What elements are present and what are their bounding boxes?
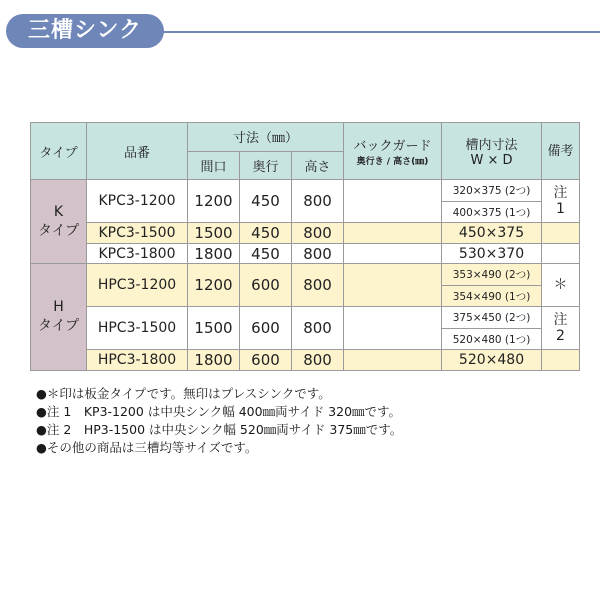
backguard-cell xyxy=(344,350,442,371)
height-cell: 800 xyxy=(292,180,344,223)
depth-cell: 600 xyxy=(240,264,292,307)
backguard-cell xyxy=(344,307,442,350)
inner-dims-cell: 353×490 (2つ) xyxy=(442,264,542,286)
remark-cell xyxy=(542,350,580,371)
width-cell: 1200 xyxy=(188,264,240,307)
backguard-cell xyxy=(344,243,442,263)
height-cell: 800 xyxy=(292,223,344,243)
remark-cell: 注 2 xyxy=(542,307,580,350)
width-cell: 1800 xyxy=(188,350,240,371)
footnote: ●注 1 KP3-1200 は中央シンク幅 400㎜両サイド 320㎜です。 xyxy=(36,404,402,419)
page-title: 三槽シンク xyxy=(6,14,164,48)
width-cell: 1800 xyxy=(188,243,240,263)
depth-cell: 450 xyxy=(240,243,292,263)
height-cell: 800 xyxy=(292,243,344,263)
header-model: 品番 xyxy=(87,123,188,180)
header-backguard-label: バックガード xyxy=(353,139,432,155)
inner-dims-cell: 520×480 (1つ) xyxy=(442,328,542,350)
backguard-cell xyxy=(344,180,442,223)
header-dimensions: 寸法（㎜） xyxy=(188,123,344,152)
spec-table xyxy=(30,122,580,371)
model-cell: HPC3-1200 xyxy=(87,264,188,307)
inner-dims-cell: 400×375 (1つ) xyxy=(442,201,542,223)
header-inner-dims-sub: W × D xyxy=(470,153,513,169)
inner-dims-cell: 530×370 xyxy=(442,243,542,263)
inner-dims-cell: 520×480 xyxy=(442,350,542,371)
inner-dims-cell: 354×490 (1つ) xyxy=(442,285,542,307)
header-depth: 奥行 xyxy=(240,151,292,180)
model-cell: KPC3-1800 xyxy=(87,243,188,263)
width-cell: 1500 xyxy=(188,307,240,350)
inner-dims-cell: 320×375 (2つ) xyxy=(442,180,542,202)
backguard-cell xyxy=(344,264,442,307)
remark-cell: 注 1 xyxy=(542,180,580,223)
header-height: 高さ xyxy=(292,151,344,180)
height-cell: 800 xyxy=(292,264,344,307)
footnotes xyxy=(36,385,402,457)
type-h-label: H タイプ xyxy=(31,264,87,371)
inner-dims-cell: 450×375 xyxy=(442,223,542,243)
depth-cell: 450 xyxy=(240,180,292,223)
footnote: ●＊印は板金タイプです。無印はプレスシンクです。 xyxy=(36,386,331,401)
header-inner-dims xyxy=(442,123,542,180)
header-remarks: 備考 xyxy=(542,123,580,180)
header-type: タイプ xyxy=(31,123,87,180)
title-divider xyxy=(160,31,600,33)
remark-cell xyxy=(542,223,580,243)
footnote: ●注 2 HP3-1500 は中央シンク幅 520㎜両サイド 375㎜です。 xyxy=(36,422,403,437)
header-width: 間口 xyxy=(188,151,240,180)
depth-cell: 600 xyxy=(240,307,292,350)
depth-cell: 450 xyxy=(240,223,292,243)
footnote: ●その他の商品は三槽均等サイズです。 xyxy=(36,440,258,455)
height-cell: 800 xyxy=(292,307,344,350)
type-k-label: K タイプ xyxy=(31,180,87,264)
width-cell: 1200 xyxy=(188,180,240,223)
model-cell: HPC3-1800 xyxy=(87,350,188,371)
remark-cell xyxy=(542,243,580,263)
header-backguard xyxy=(344,123,442,180)
model-cell: KPC3-1500 xyxy=(87,223,188,243)
header-inner-dims-label: 槽内寸法 xyxy=(465,138,518,154)
backguard-cell xyxy=(344,223,442,243)
width-cell: 1500 xyxy=(188,223,240,243)
remark-cell: ＊ xyxy=(542,264,580,307)
header-backguard-sub: 奥行き / 高さ(㎜) xyxy=(356,157,429,168)
inner-dims-cell: 375×450 (2つ) xyxy=(442,307,542,329)
model-cell: KPC3-1200 xyxy=(87,180,188,223)
depth-cell: 600 xyxy=(240,350,292,371)
height-cell: 800 xyxy=(292,350,344,371)
model-cell: HPC3-1500 xyxy=(87,307,188,350)
